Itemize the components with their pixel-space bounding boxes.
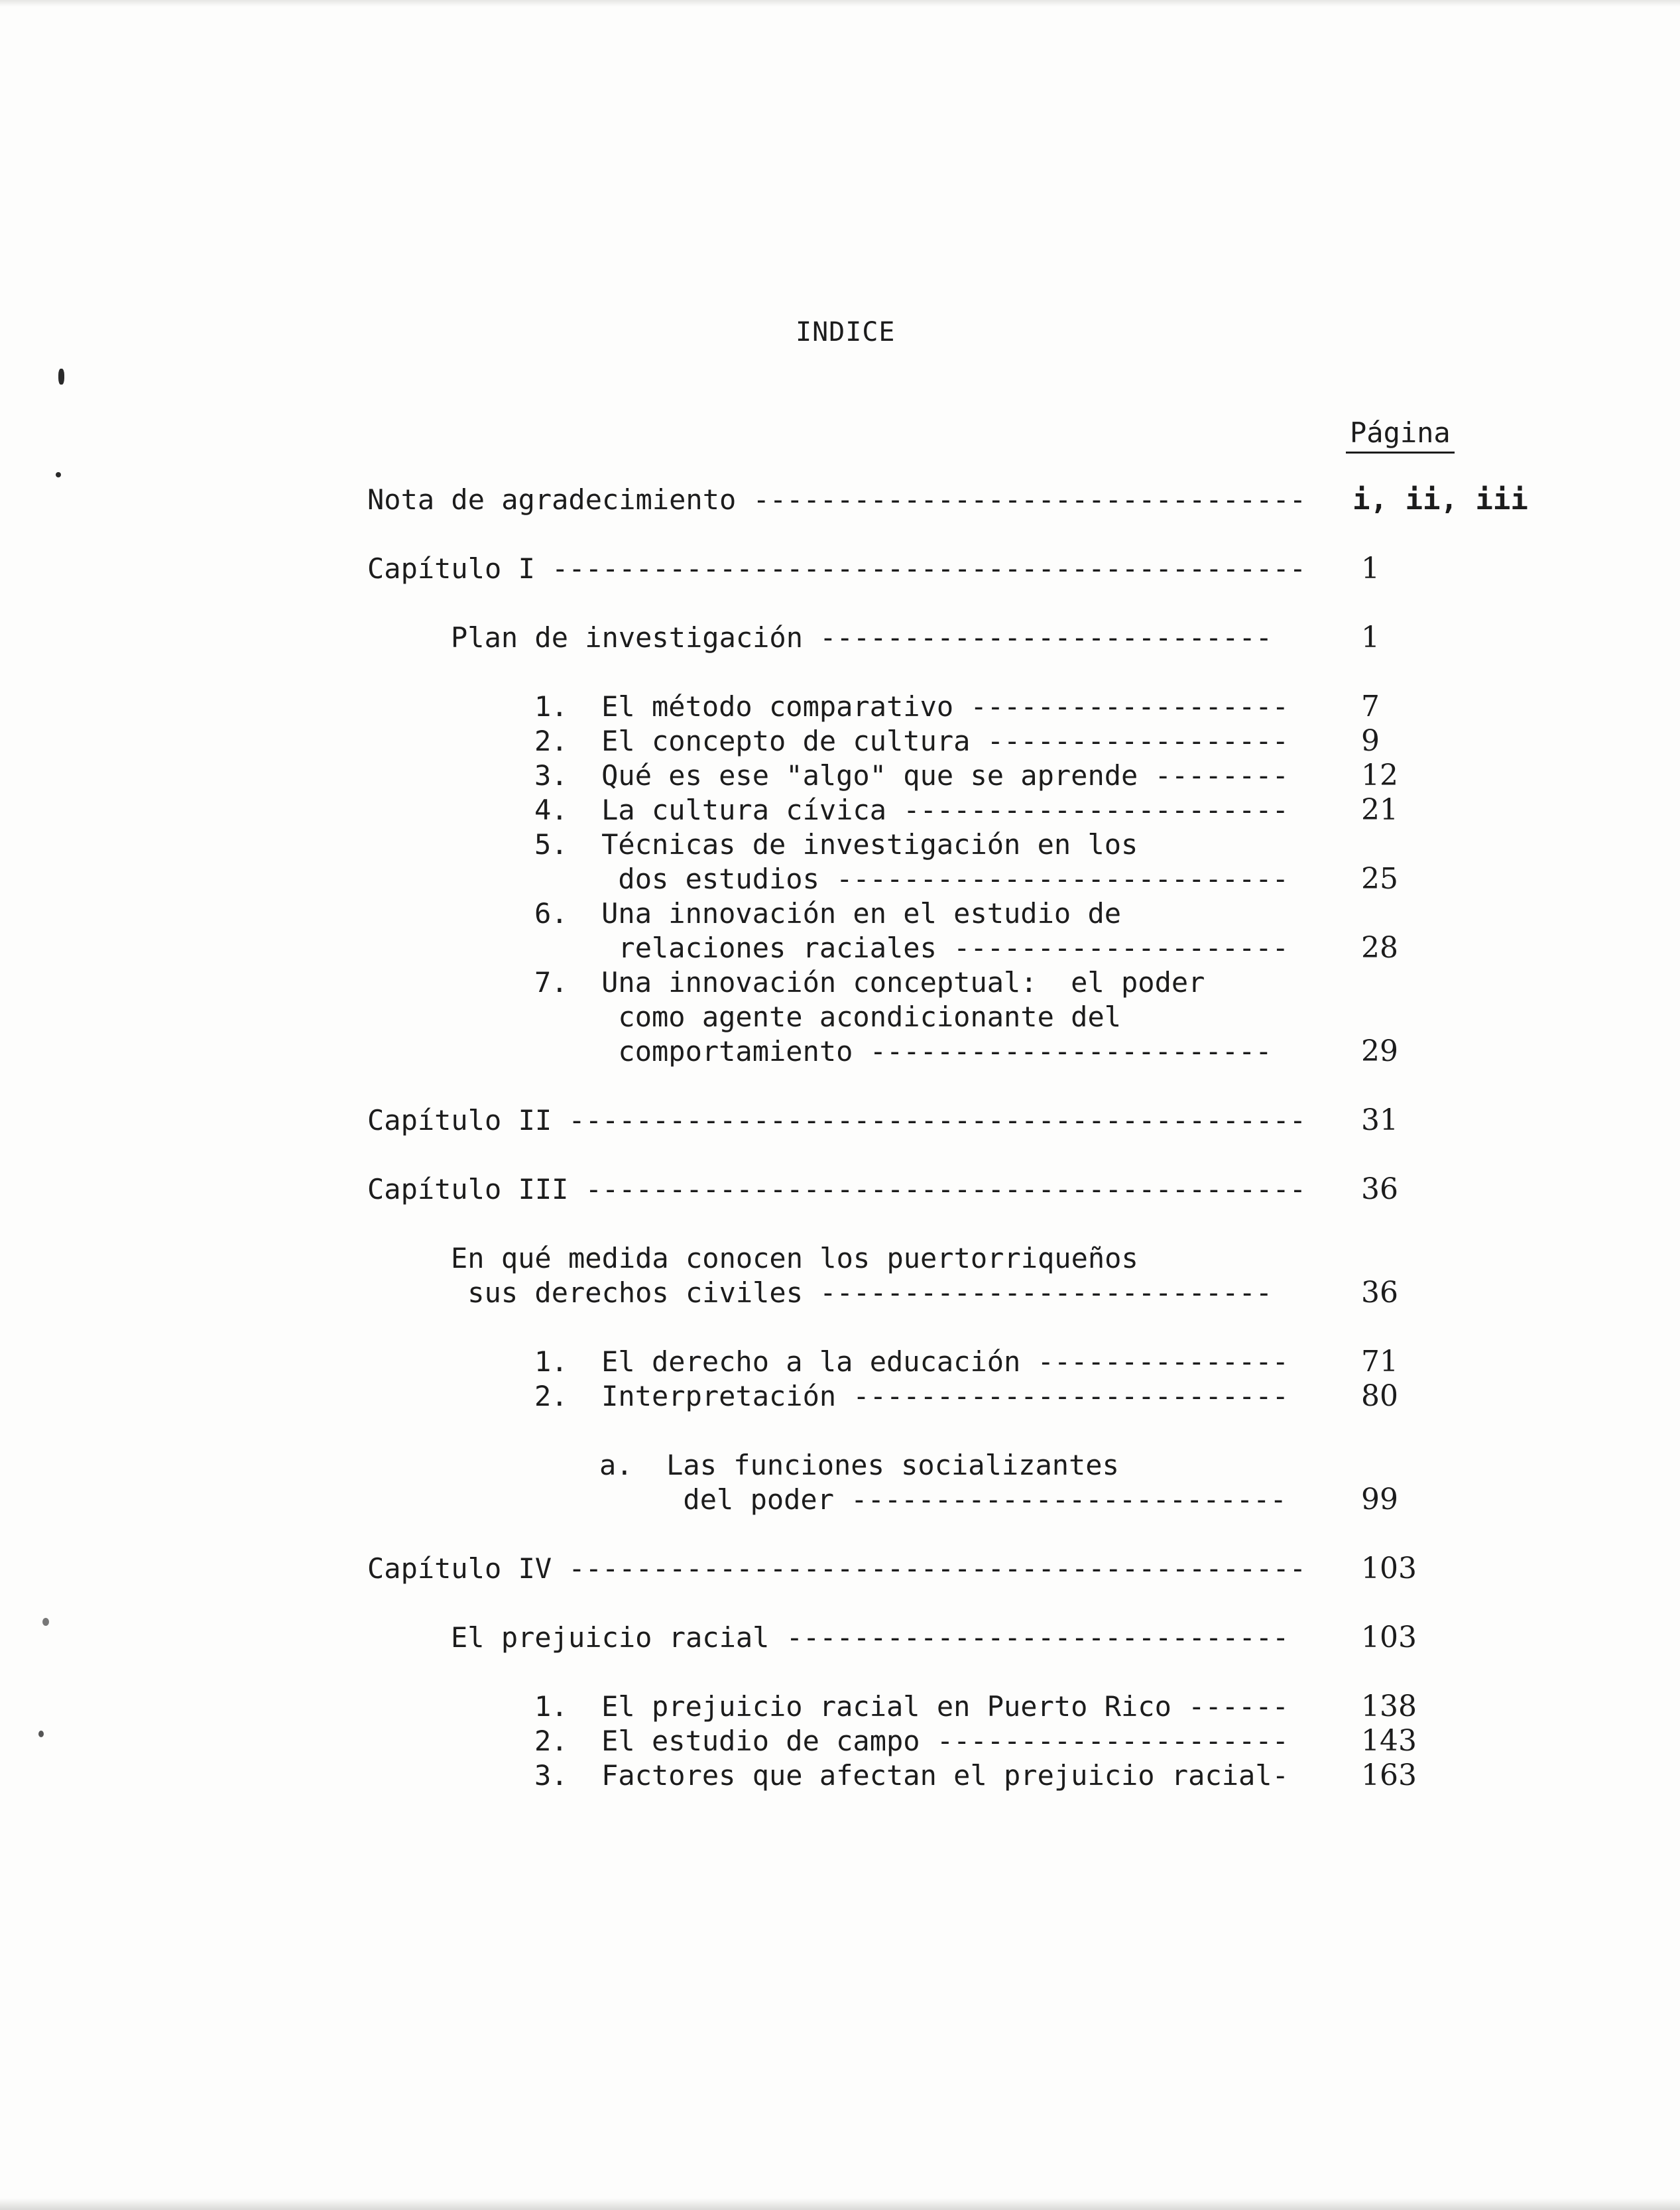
toc-page-derechos: 36 bbox=[1361, 1276, 1398, 1310]
toc-entry-algo: 3. Qué es ese "algo" que se aprende -------- bbox=[534, 759, 1289, 792]
toc-entry-tecnicas: 5. Técnicas de investigación en los bbox=[534, 828, 1138, 861]
toc-entry-plan: Plan de investigación --------------------------- bbox=[451, 621, 1273, 654]
toc-page-algo: 12 bbox=[1361, 759, 1398, 792]
toc-page-chapter-4: 103 bbox=[1361, 1552, 1417, 1585]
toc-page-prejuicio-pr: 138 bbox=[1361, 1689, 1417, 1723]
toc-page-cultura-civica: 21 bbox=[1361, 793, 1398, 827]
toc-entry-cultura-civica: 4. La cultura cívica ----------------------- bbox=[534, 794, 1289, 826]
toc-page-educacion: 71 bbox=[1361, 1345, 1398, 1379]
toc-page-innovacion-conceptual: 29 bbox=[1361, 1034, 1398, 1068]
scan-speck bbox=[42, 1618, 49, 1626]
scan-speck bbox=[38, 1731, 44, 1737]
toc-entry-innovacion-estudio-cont: relaciones raciales -------------------- bbox=[534, 932, 1289, 964]
toc-entry-funciones-cont: del poder -------------------------- bbox=[599, 1483, 1287, 1516]
toc-page-concepto: 9 bbox=[1361, 724, 1380, 758]
toc-page-innovacion-estudio: 28 bbox=[1361, 931, 1398, 965]
toc-entry-innovacion-conceptual: 7. Una innovación conceptual: el poder bbox=[534, 966, 1205, 999]
toc-page-funciones: 99 bbox=[1361, 1483, 1398, 1516]
toc-page-metodo: 7 bbox=[1361, 690, 1380, 723]
toc-page-chapter-1: 1 bbox=[1361, 552, 1380, 585]
toc-entry-derechos-cont: sus derechos civiles --------------------------- bbox=[451, 1276, 1273, 1309]
toc-entry-concepto: 2. El concepto de cultura ------------------ bbox=[534, 725, 1289, 757]
toc-page-factores: 163 bbox=[1361, 1758, 1417, 1792]
toc-entry-derechos: En qué medida conocen los puertorriqueños bbox=[451, 1242, 1138, 1274]
toc-entry-factores: 3. Factores que afectan el prejuicio racial- bbox=[534, 1759, 1289, 1792]
toc-page-tecnicas: 25 bbox=[1361, 862, 1398, 896]
toc-entry-estudio-campo: 2. El estudio de campo --------------------- bbox=[534, 1725, 1289, 1757]
toc-entry-chapter-4: Capítulo IV -------------------------------------------- bbox=[367, 1552, 1307, 1585]
toc-page-acknowledgements: i, ii, iii bbox=[1352, 483, 1528, 517]
toc-entry-interpretacion: 2. Interpretación -------------------------- bbox=[534, 1380, 1289, 1412]
toc-entry-prejuicio: El prejuicio racial ------------------------------ bbox=[451, 1621, 1290, 1654]
document-title: INDICE bbox=[796, 317, 896, 347]
toc-entry-acknowledgements: Nota de agradecimiento --------------------------------- bbox=[367, 483, 1307, 516]
toc-entry-innovacion-estudio: 6. Una innovación en el estudio de bbox=[534, 897, 1122, 930]
toc-entry-prejuicio-pr: 1. El prejuicio racial en Puerto Rico ------ bbox=[534, 1690, 1289, 1723]
toc-entry-educacion: 1. El derecho a la educación --------------- bbox=[534, 1345, 1289, 1378]
scan-speck bbox=[56, 472, 61, 477]
toc-entry-innovacion-conceptual-cont: como agente acondicionante del bbox=[534, 1001, 1122, 1033]
toc-entry-metodo: 1. El método comparativo ------------------- bbox=[534, 690, 1289, 723]
toc-entry-chapter-1: Capítulo I --------------------------------------------- bbox=[367, 552, 1307, 585]
toc-page-interpretacion: 80 bbox=[1361, 1379, 1398, 1413]
page-top-edge bbox=[0, 0, 1680, 7]
page-bottom-edge bbox=[0, 2198, 1680, 2210]
toc-entry-tecnicas-cont: dos estudios --------------------------- bbox=[534, 863, 1289, 895]
page-column-header: Página bbox=[1346, 416, 1455, 454]
toc-page-plan: 1 bbox=[1361, 621, 1380, 654]
toc-page-chapter-3: 36 bbox=[1361, 1172, 1398, 1206]
toc-entry-innovacion-conceptual-cont2: comportamiento ------------------------ bbox=[534, 1035, 1272, 1068]
toc-entry-chapter-3: Capítulo III ------------------------------------------- bbox=[367, 1173, 1307, 1205]
scan-speck bbox=[58, 369, 64, 385]
toc-entry-chapter-2: Capítulo II -------------------------------------------- bbox=[367, 1104, 1307, 1136]
toc-page-prejuicio: 103 bbox=[1361, 1621, 1417, 1654]
toc-page-chapter-2: 31 bbox=[1361, 1103, 1398, 1137]
toc-entry-funciones: a. Las funciones socializantes bbox=[599, 1449, 1119, 1481]
toc-page-estudio-campo: 143 bbox=[1361, 1724, 1417, 1758]
